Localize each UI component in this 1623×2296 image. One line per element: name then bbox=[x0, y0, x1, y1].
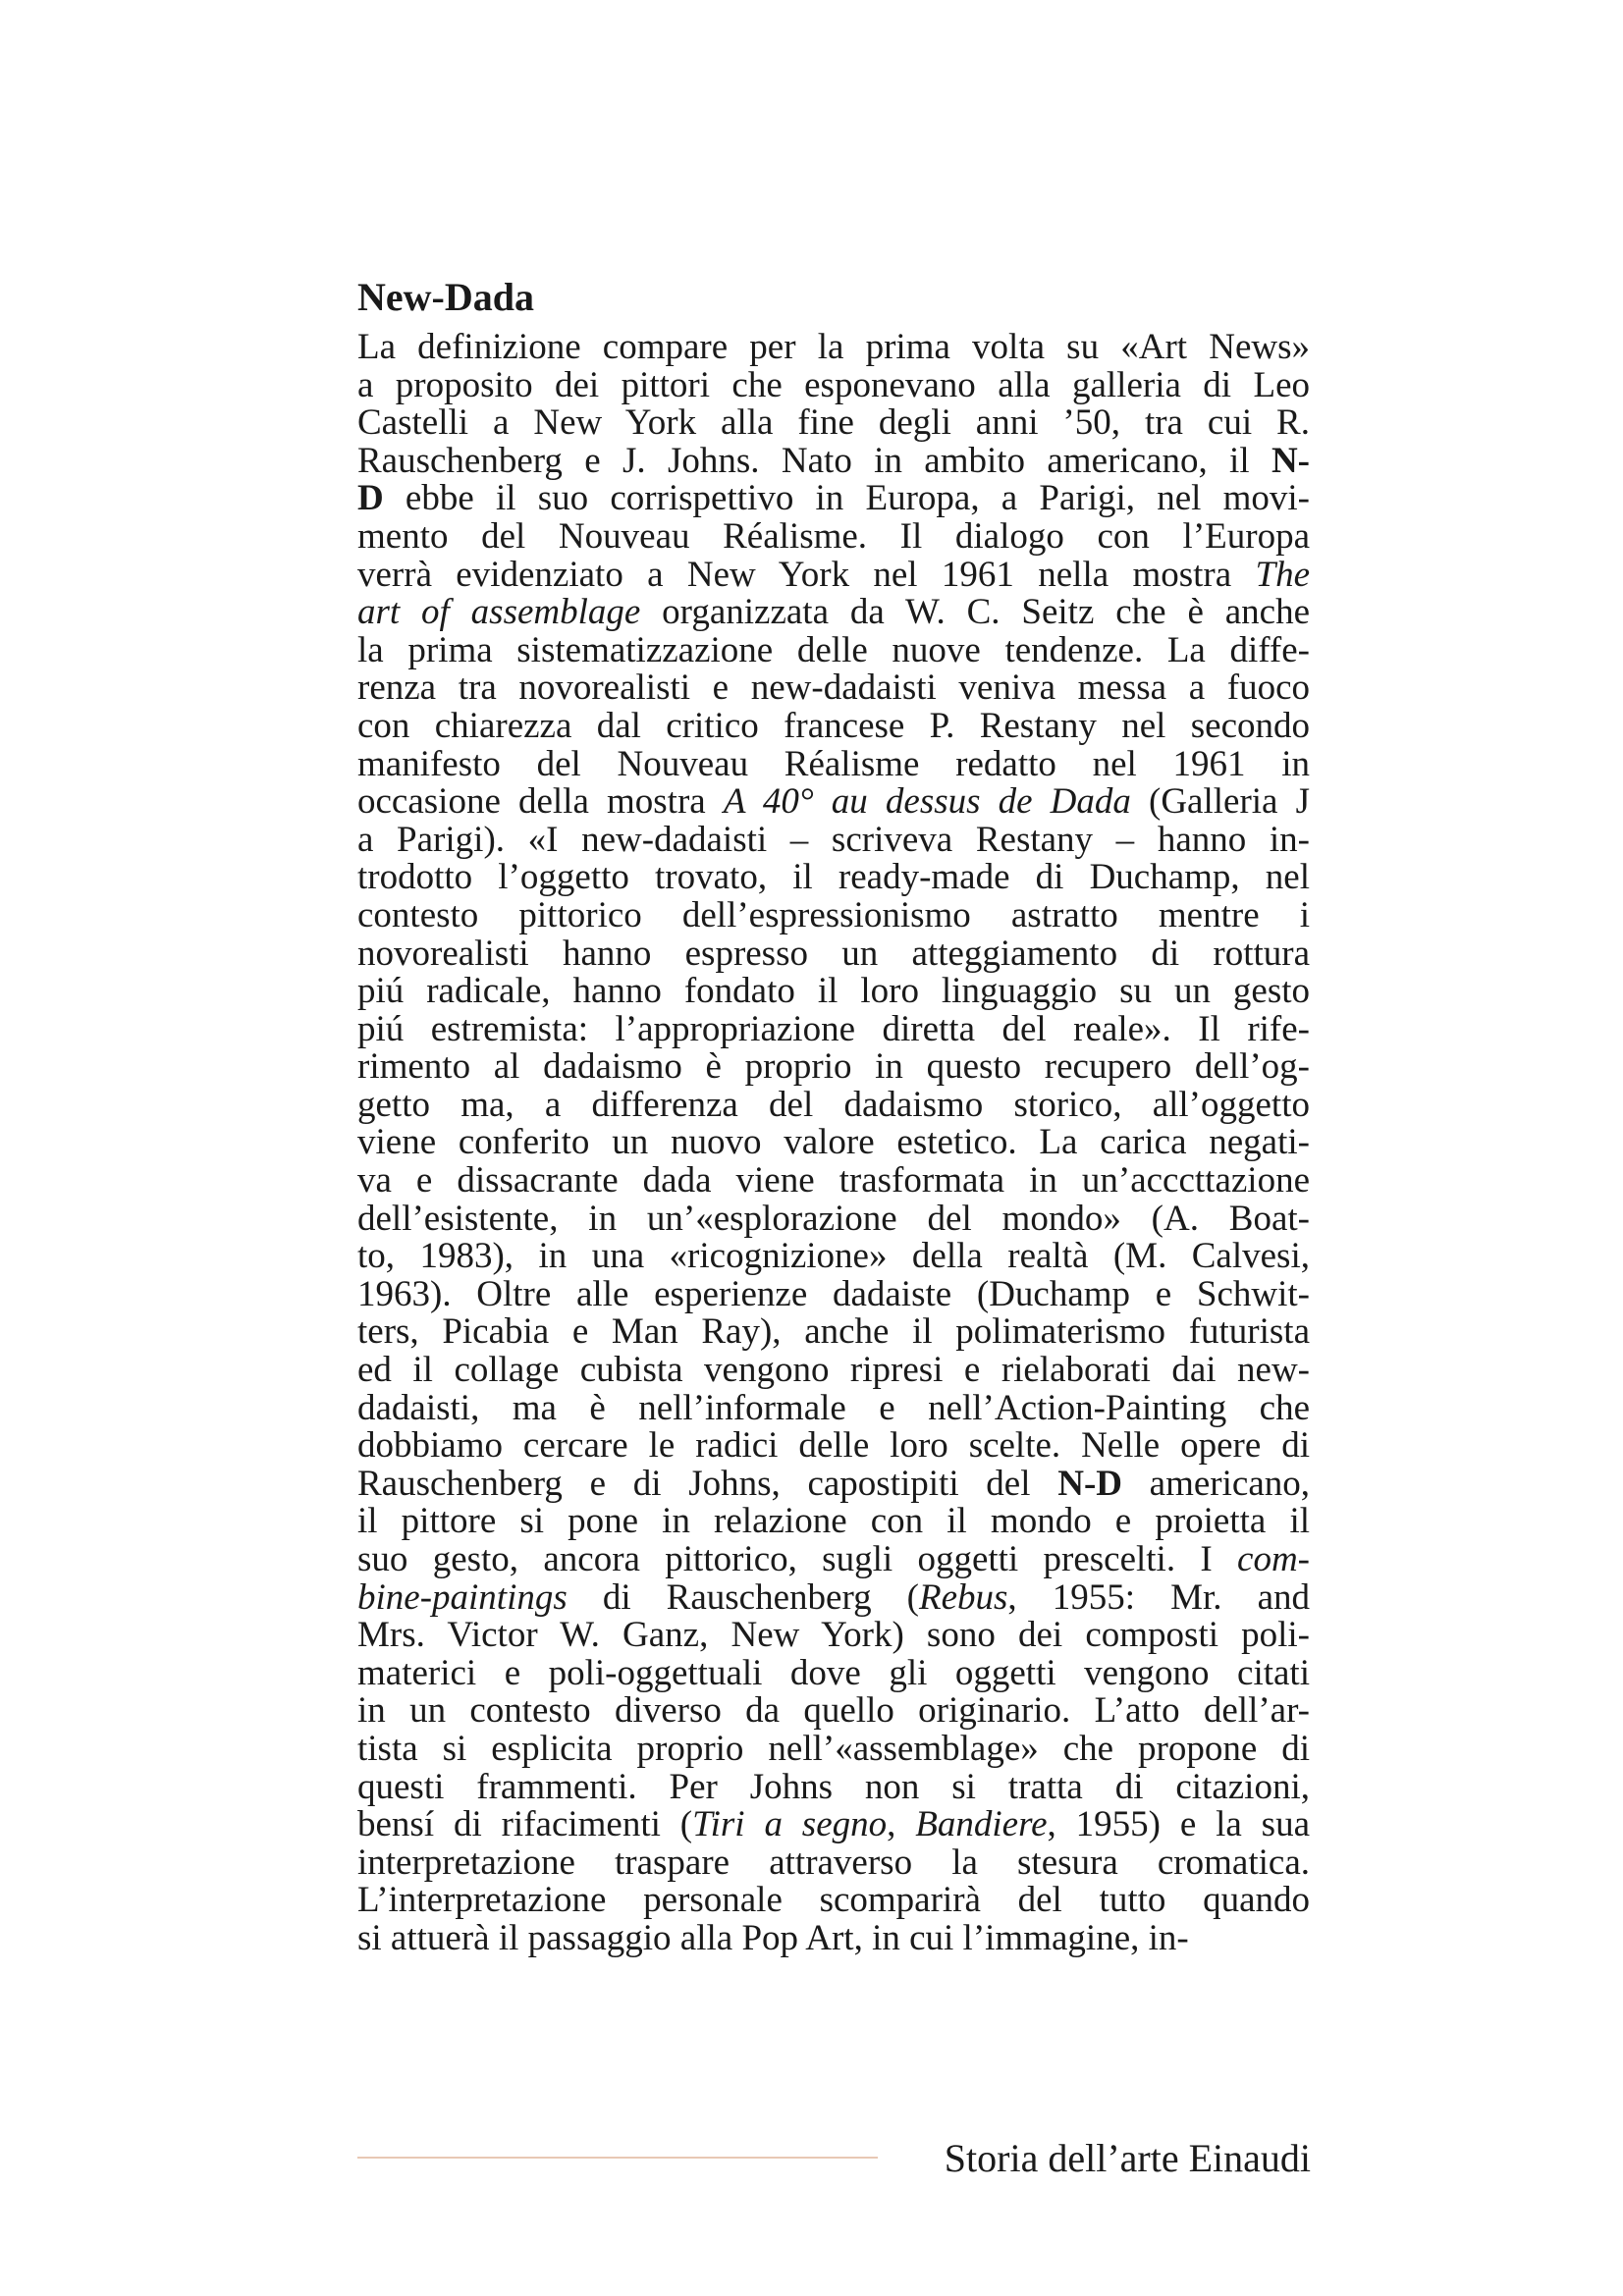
text-run: L’interpretazione personale scomparirà del tutto quando bbox=[357, 1880, 1310, 1921]
text-run: , 1955) e la sua bbox=[1047, 1804, 1310, 1845]
body-line bbox=[357, 1806, 1310, 1844]
text-run: manifesto del Nouveau Réalisme redatto nel 1961 in bbox=[357, 743, 1310, 784]
body-line bbox=[357, 705, 1310, 746]
body-line bbox=[357, 629, 1310, 670]
body-line bbox=[357, 1576, 1310, 1618]
text-run: piú estremista: l’appropriazione diretta del reale». Il rife- bbox=[357, 1008, 1310, 1049]
body-line bbox=[357, 1844, 1310, 1883]
text-run: si attuerà il passaggio alla Pop Art, in cui l’immagine, in- bbox=[357, 1917, 1189, 1958]
body-line bbox=[357, 859, 1310, 897]
text-run: ters, Picabia e Man Ray), anche il polimaterismo futurista bbox=[357, 1311, 1310, 1353]
text-run: renza tra novorealisti e new-dadaisti veniva messa a fuoco bbox=[357, 667, 1310, 709]
text-run: americano, bbox=[1121, 1463, 1311, 1504]
italic-text: Rebus bbox=[918, 1576, 1008, 1618]
text-run: ed il collage cubista vengono ripresi e rielaborati dai new- bbox=[357, 1350, 1310, 1391]
entry-title: New-Dada bbox=[357, 275, 534, 319]
italic-text: bine-paintings bbox=[357, 1576, 568, 1618]
body-line bbox=[357, 1882, 1310, 1920]
footer-publisher-label: Storia dell’arte Einaudi bbox=[944, 2136, 1311, 2180]
text-run: getto ma, a differenza del dadaismo storico, all’oggetto bbox=[357, 1084, 1310, 1125]
text-run: , bbox=[887, 1804, 916, 1845]
body-line bbox=[357, 1541, 1310, 1579]
text-run: ebbe il suo corrispettivo in Europa, a Parigi, nel movi- bbox=[383, 478, 1310, 519]
text-run: dell’esistente, in un’«esplorazione del mondo» (A. Boat- bbox=[357, 1198, 1310, 1239]
body-line bbox=[357, 1084, 1310, 1125]
text-run: verrà evidenziato a New York nel 1961 nella mostra bbox=[357, 554, 1256, 595]
text-run: viene conferito un nuovo valore estetico. La carica negati- bbox=[357, 1122, 1310, 1163]
italic-text: art of assemblage bbox=[357, 592, 641, 633]
italic-text: A 40° au dessus de Dada bbox=[723, 781, 1131, 823]
body-line bbox=[357, 329, 1310, 367]
body-line bbox=[357, 894, 1310, 935]
text-run: suo gesto, ancora pittorico, sugli oggetti prescelti. I bbox=[357, 1539, 1238, 1579]
body-line bbox=[357, 1162, 1310, 1201]
text-run: novorealisti hanno espresso un atteggiamento di rottura bbox=[357, 933, 1310, 974]
text-run: la prima sistematizzazione delle nuove tendenze. La diffe- bbox=[357, 629, 1310, 670]
text-run: va e dissacrante dada viene trasformata in un’acccttazione bbox=[357, 1160, 1310, 1201]
text-run: mento del Nouveau Réalisme. Il dialogo con l’Europa bbox=[357, 515, 1310, 557]
text-run: contesto pittorico dell’espressionismo astratto mentre i bbox=[357, 894, 1310, 935]
body-line bbox=[357, 1198, 1310, 1239]
text-run: piú radicale, hanno fondato il loro linguaggio su un gesto bbox=[357, 971, 1310, 1012]
body-line bbox=[357, 1766, 1310, 1807]
text-run: materici e poli-oggettuali dove gli oggetti vengono citati bbox=[357, 1652, 1310, 1693]
italic-text: The bbox=[1255, 554, 1310, 595]
text-run: con chiarezza dal critico francese P. Restany nel secondo bbox=[357, 705, 1310, 746]
body-line bbox=[357, 480, 1310, 518]
body-line bbox=[357, 1387, 1310, 1428]
body-line bbox=[357, 973, 1310, 1011]
text-run: interpretazione traspare attraverso la stesura cromatica. bbox=[357, 1842, 1310, 1883]
text-run: Castelli a New York alla fine degli anni ’50, tra cui R. bbox=[357, 402, 1310, 444]
body-line bbox=[357, 1728, 1310, 1769]
body-line bbox=[357, 1917, 1310, 1958]
body-line bbox=[357, 554, 1310, 595]
text-run: 1963). Oltre alle esperienze dadaiste (Duchamp e Schwit- bbox=[357, 1273, 1310, 1314]
body-line bbox=[357, 1048, 1310, 1087]
body-line bbox=[357, 1503, 1310, 1541]
body-line bbox=[357, 1427, 1310, 1466]
body-line bbox=[357, 669, 1310, 708]
text-run: dadaisti, ma è nell’informale e nell’Action-Painting che bbox=[357, 1387, 1310, 1428]
italic-text: com- bbox=[1237, 1539, 1310, 1579]
text-run: occasione della mostra bbox=[357, 781, 724, 823]
text-run: rimento al dadaismo è proprio in questo recupero dell’og- bbox=[357, 1046, 1310, 1088]
italic-text: Tiri a segno bbox=[692, 1804, 888, 1845]
body-line bbox=[357, 935, 1310, 974]
body-line bbox=[357, 1463, 1311, 1504]
bold-text: D bbox=[357, 478, 384, 519]
body-text bbox=[357, 329, 1310, 1958]
body-line bbox=[357, 1692, 1310, 1731]
body-line bbox=[357, 743, 1310, 784]
text-run: dobbiamo cercare le radici delle loro scelte. Nelle opere di bbox=[357, 1425, 1310, 1467]
text-run: to, 1983), in una «ricognizione» della realtà (M. Calvesi, bbox=[357, 1236, 1310, 1277]
bold-text: N-D bbox=[1057, 1463, 1122, 1504]
bold-text: N- bbox=[1271, 440, 1310, 481]
text-run: di Rauschenberg ( bbox=[567, 1576, 919, 1618]
body-line bbox=[357, 819, 1310, 860]
body-line bbox=[357, 404, 1310, 443]
body-line bbox=[357, 1124, 1310, 1162]
text-run: trodotto l’oggetto trovato, il ready-made di Duchamp, nel bbox=[357, 857, 1310, 898]
body-line bbox=[357, 515, 1310, 557]
text-run: bensí di rifacimenti ( bbox=[357, 1804, 693, 1845]
body-line bbox=[357, 1008, 1310, 1049]
text-run: , 1955: Mr. and bbox=[1007, 1576, 1310, 1618]
body-line bbox=[357, 1617, 1310, 1655]
text-run: tista si esplicita proprio nell’«assemblage» che propone di bbox=[357, 1728, 1310, 1769]
text-run: organizzata da W. C. Seitz che è anche bbox=[640, 592, 1310, 633]
body-line bbox=[357, 1652, 1310, 1693]
italic-text: Bandiere bbox=[915, 1804, 1048, 1845]
body-line bbox=[357, 1273, 1310, 1314]
body-line bbox=[357, 783, 1310, 822]
text-run: il pittore si pone in relazione con il mondo e proietta il bbox=[357, 1501, 1310, 1542]
text-run: a Parigi). «I new-dadaisti – scriveva Restany – hanno in- bbox=[357, 819, 1310, 860]
text-run: Rauschenberg e di Johns, capostipiti del bbox=[357, 1463, 1058, 1504]
body-line bbox=[357, 1238, 1310, 1276]
body-line bbox=[357, 594, 1310, 632]
body-line bbox=[357, 1352, 1310, 1390]
text-run: in un contesto diverso da quello originario. L’atto dell’ar- bbox=[357, 1690, 1310, 1732]
footer-rule bbox=[357, 2157, 878, 2159]
text-run: La definizione compare per la prima volta su «Art News» bbox=[357, 327, 1310, 367]
body-line bbox=[357, 1313, 1310, 1352]
text-run: (Galleria J bbox=[1130, 781, 1310, 823]
text-run: Mrs. Victor W. Ganz, New York) sono dei composti poli- bbox=[357, 1615, 1310, 1656]
text-run: a proposito dei pittori che esponevano alla galleria di Leo bbox=[357, 364, 1310, 405]
text-run: Rauschenberg e J. Johns. Nato in ambito americano, il bbox=[357, 440, 1271, 481]
body-line bbox=[357, 440, 1310, 481]
body-line bbox=[357, 364, 1310, 405]
text-run: questi frammenti. Per Johns non si tratta di citazioni, bbox=[357, 1766, 1310, 1807]
